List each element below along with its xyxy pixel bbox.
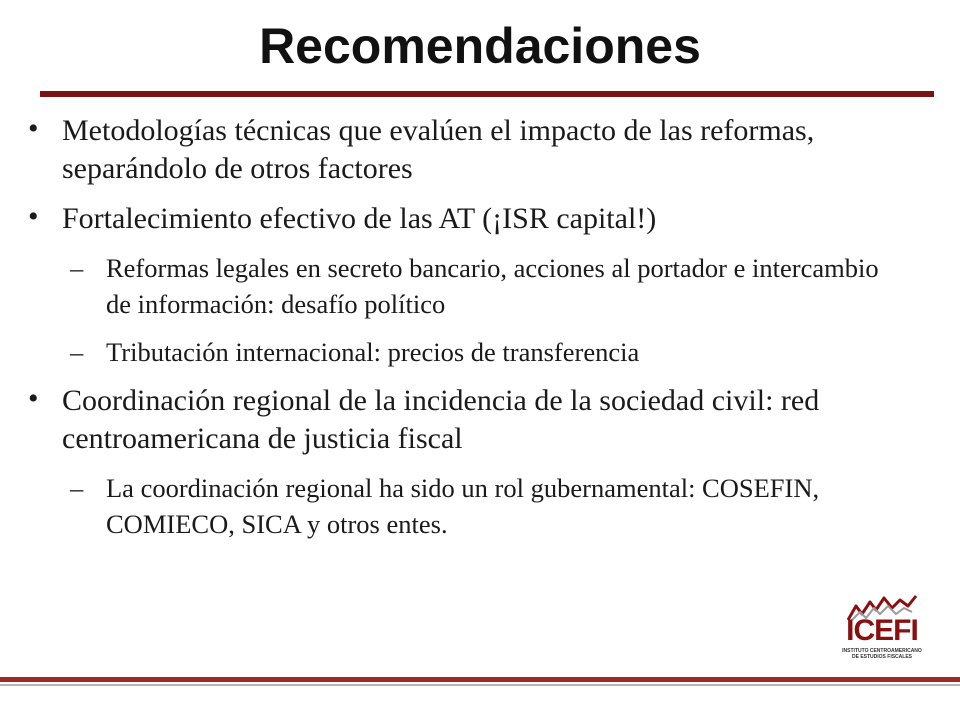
footer-rule-red	[0, 677, 960, 682]
sub-bullet-item	[22, 250, 902, 322]
bullet-item	[22, 382, 902, 458]
logo-subtitle-line: DE ESTUDIOS FISCALES	[851, 654, 912, 660]
dash-marker: –	[70, 473, 84, 503]
dash-marker: –	[70, 337, 84, 367]
sub-bullet-text: Tributación internacional: precios de transferencia	[106, 337, 640, 367]
bullet-text: Fortalecimiento efectivo de las AT (¡ISR capital!)	[62, 202, 657, 235]
bullet-marker: •	[28, 382, 39, 415]
logo-subtitle	[842, 648, 922, 660]
sub-bullet-item	[22, 470, 902, 542]
sub-bullet-text: Reformas legales en secreto bancario, acciones al portador e intercambio de información: desafío político	[106, 253, 879, 319]
sub-bullet-item	[22, 334, 902, 370]
bullet-marker: •	[28, 112, 39, 145]
slide-title: Recomendaciones	[259, 18, 701, 74]
bullet-marker: •	[28, 200, 39, 233]
logo-wordmark: ICEFI	[846, 614, 918, 647]
footer-rule-gray	[0, 684, 960, 686]
bullet-list	[22, 112, 902, 554]
sub-bullet-text: La coordinación regional ha sido un rol gubernamental: COSEFIN, COMIECO, SICA y otros entes.	[106, 473, 820, 539]
bullet-item	[22, 200, 902, 238]
bullet-text: Coordinación regional de la incidencia de la sociedad civil: red centroamericana de justicia fiscal	[62, 384, 820, 455]
logo-subtitle-line: INSTITUTO CENTROAMERICANO	[842, 648, 922, 654]
icefi-logo	[842, 592, 922, 668]
bullet-item	[22, 112, 902, 188]
dash-marker: –	[70, 253, 84, 283]
title-divider	[40, 91, 934, 97]
bullet-text: Metodologías técnicas que evalúen el impacto de las reformas, separándolo de otros factores	[62, 114, 815, 185]
